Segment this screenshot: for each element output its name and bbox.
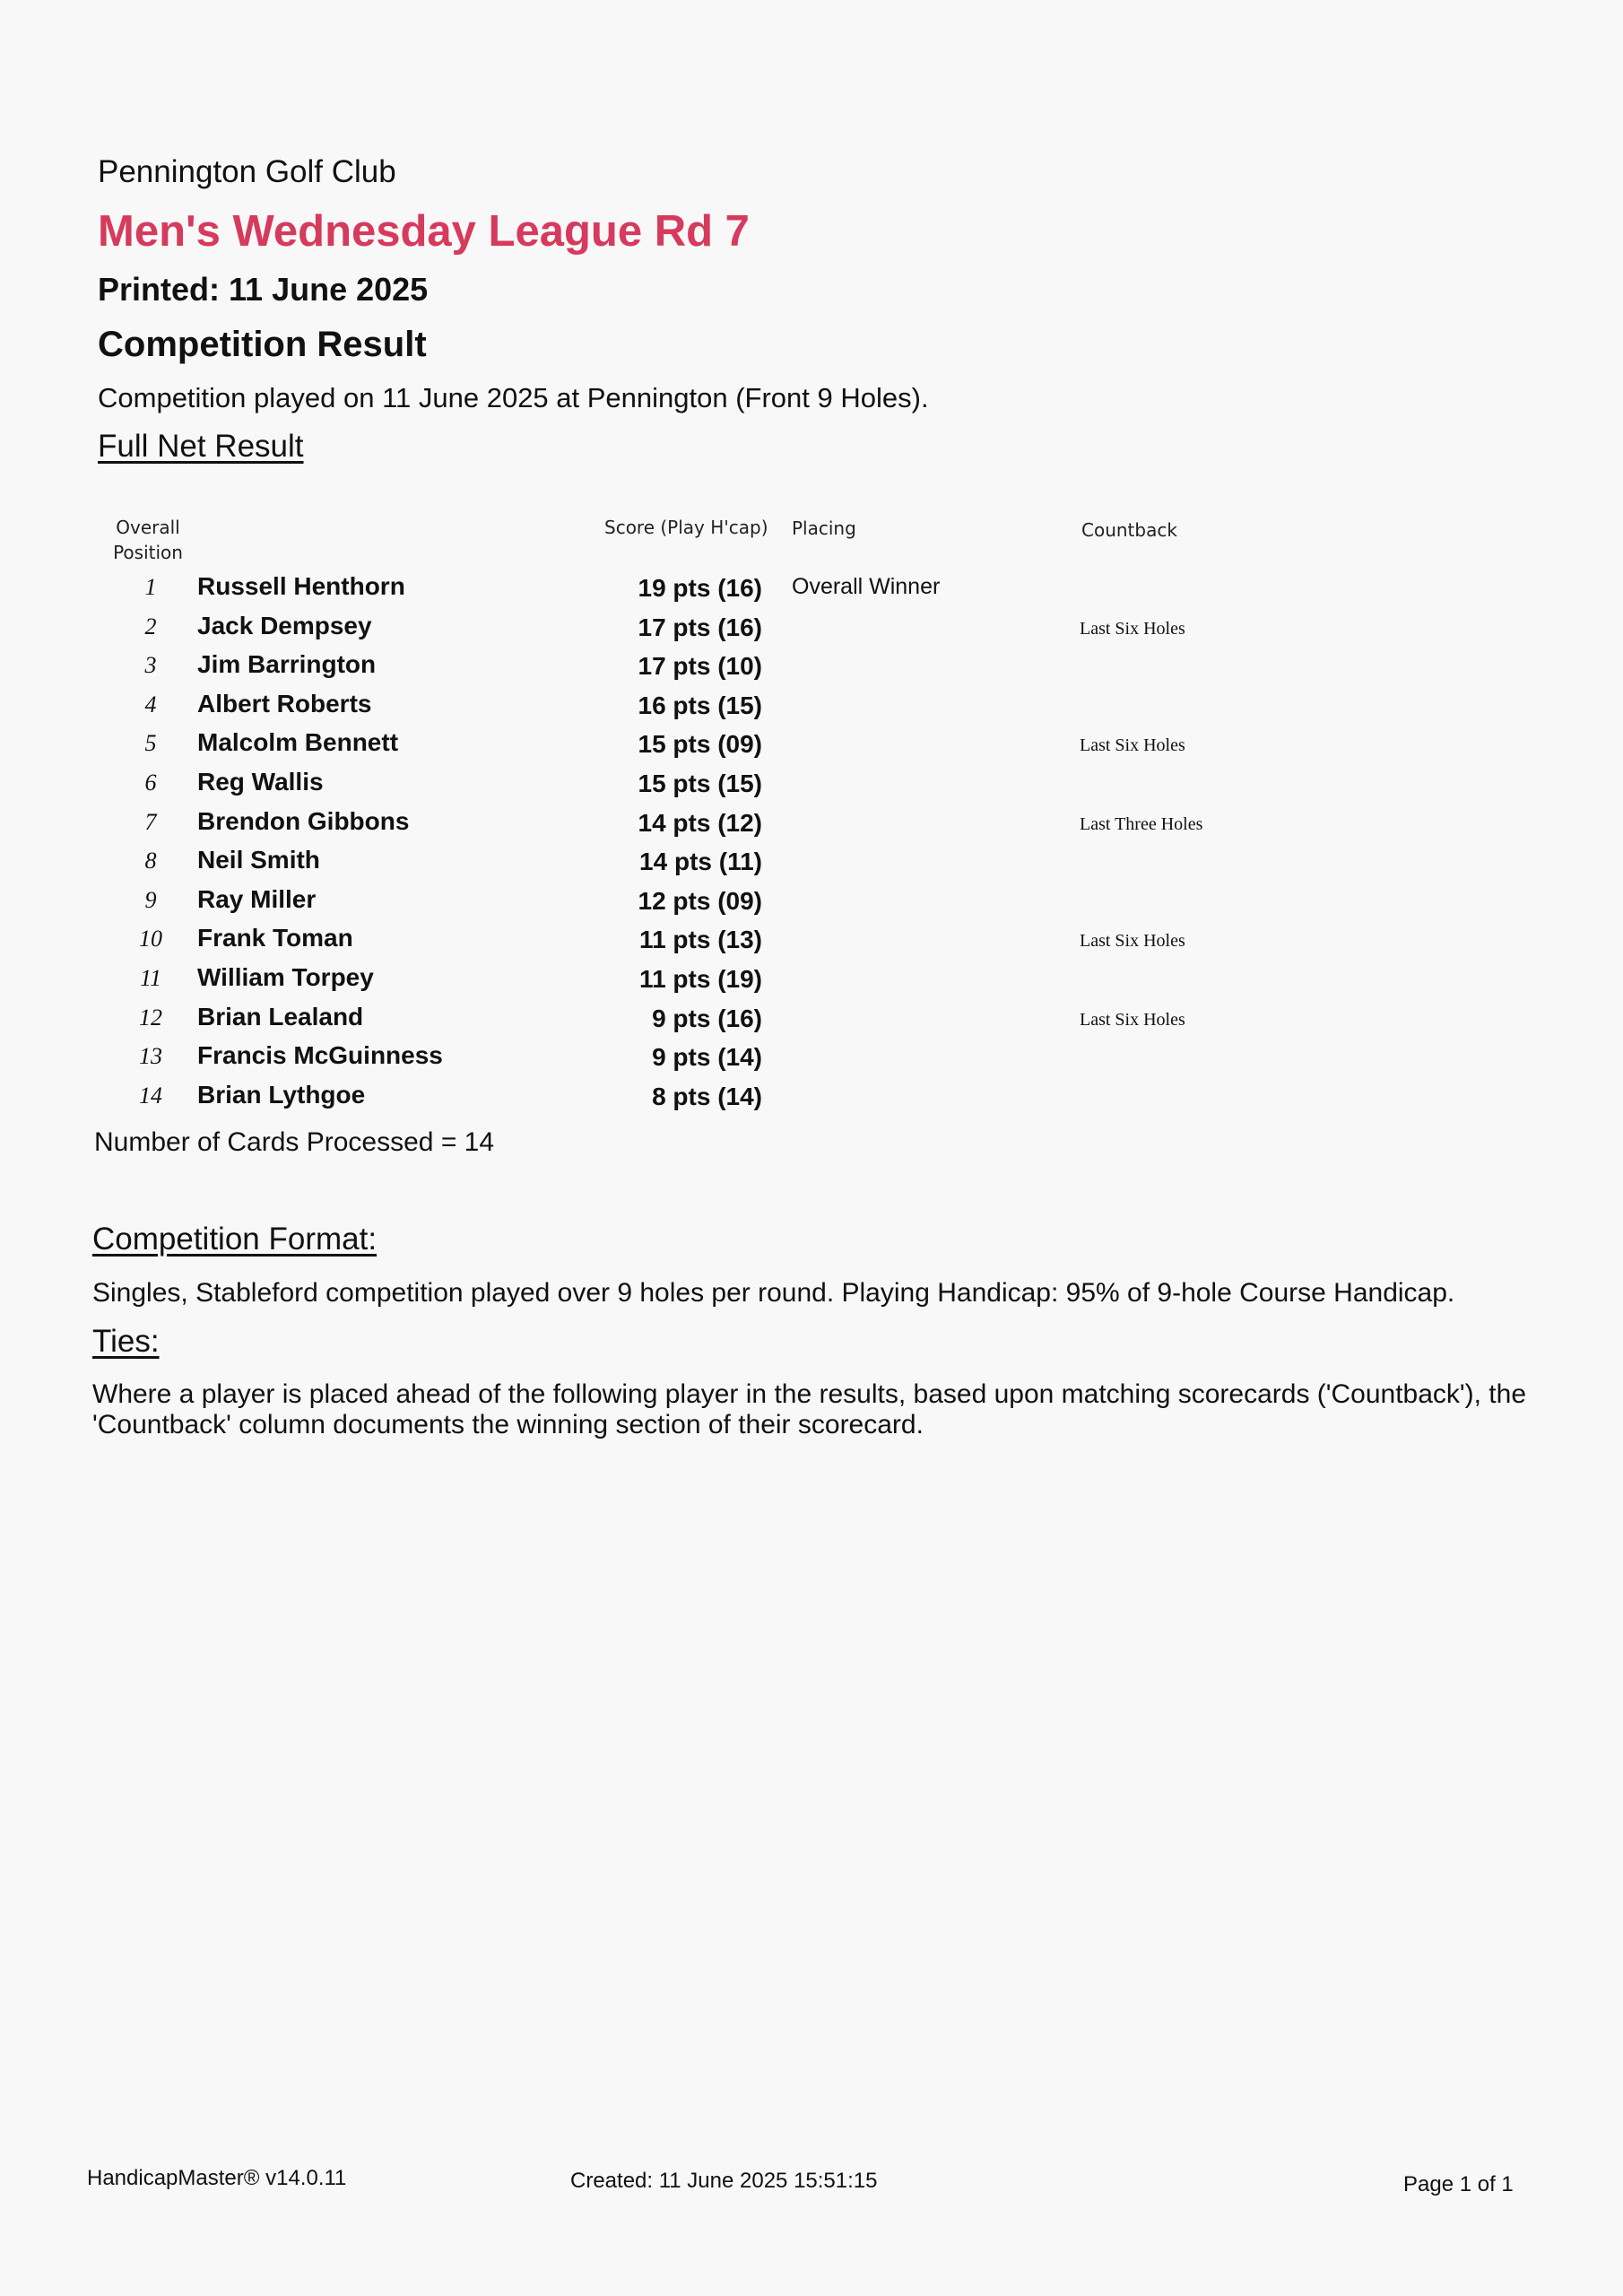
competition-format-text: Singles, Stableford competition played over 9 holes per round. Playing Handicap: 95% of 9-hole Course Handicap.: [92, 1278, 1455, 1308]
placing-cell: Overall Winner: [792, 574, 941, 599]
column-header-score: Score (Play H'cap): [604, 517, 768, 538]
player-name-cell: Malcolm Bennett: [197, 728, 399, 757]
column-header-placing: Placing: [792, 517, 856, 539]
score-cell: 17 pts (16): [638, 613, 762, 641]
countback-cell: Last Six Holes: [1080, 735, 1185, 756]
score-cell: 11 pts (19): [639, 965, 762, 993]
cards-processed: Number of Cards Processed = 14: [94, 1127, 495, 1157]
position-cell: 8: [144, 848, 157, 874]
position-cell: 2: [144, 613, 157, 639]
position-cell: 10: [139, 926, 162, 952]
score-cell: 8 pts (14): [652, 1082, 762, 1110]
score-cell: 19 pts (16): [638, 574, 762, 602]
score-cell: 9 pts (16): [652, 1004, 762, 1032]
table-row: [0, 726, 1623, 765]
player-name-cell: Ray Miller: [197, 884, 317, 913]
position-cell: 11: [139, 965, 162, 991]
table-row: [0, 688, 1623, 726]
player-name-cell: Brian Lealand: [197, 1002, 364, 1031]
ties-text: Where a player is placed ahead of the following player in the results, based upon matching scorecards ('Countback'), the 'Countback' column documents the winning section of their scorecard.: [92, 1379, 1527, 1439]
player-name-cell: Jim Barrington: [197, 650, 377, 679]
table-row: [0, 961, 1623, 1000]
player-name-cell: Frank Toman: [197, 924, 353, 952]
table-row: [0, 883, 1623, 922]
countback-cell: Last Six Holes: [1080, 931, 1185, 952]
ties-title: Ties:: [92, 1324, 160, 1359]
table-row: [0, 610, 1623, 648]
table-row: [0, 570, 1623, 609]
player-name-cell: Jack Dempsey: [197, 611, 372, 639]
competition-title: Men's Wednesday League Rd 7: [98, 207, 750, 256]
position-cell: 4: [144, 691, 157, 718]
table-row: [0, 922, 1623, 961]
player-name-cell: Albert Roberts: [197, 689, 372, 718]
player-name-cell: Brian Lythgoe: [197, 1080, 366, 1109]
table-row: [0, 1001, 1623, 1039]
table-row: [0, 1079, 1623, 1118]
position-cell: 3: [144, 652, 157, 679]
full-net-result-title: Full Net Result: [98, 429, 304, 464]
score-cell: 11 pts (13): [639, 926, 762, 954]
table-row: [0, 648, 1623, 687]
footer-page-number: Page 1 of 1: [1403, 2172, 1514, 2196]
player-name-cell: Russell Henthorn: [197, 572, 405, 600]
footer-created: Created: 11 June 2025 15:51:15: [570, 2169, 878, 2193]
player-name-cell: Francis McGuinness: [197, 1041, 443, 1070]
position-cell: 7: [144, 808, 157, 835]
table-row: [0, 1039, 1623, 1078]
score-cell: 14 pts (12): [638, 808, 762, 837]
score-cell: 15 pts (09): [638, 730, 762, 759]
position-cell: 1: [144, 574, 157, 600]
position-cell: 5: [144, 730, 157, 757]
club-name: Pennington Golf Club: [98, 154, 396, 189]
countback-cell: Last Six Holes: [1080, 618, 1185, 639]
player-name-cell: Reg Wallis: [197, 768, 324, 796]
result-heading: Competition Result: [98, 325, 427, 364]
position-cell: 13: [139, 1043, 162, 1070]
played-on-text: Competition played on 11 June 2025 at Pennington (Front 9 Holes).: [98, 382, 929, 413]
countback-cell: Last Six Holes: [1080, 1009, 1185, 1030]
position-cell: 12: [139, 1004, 162, 1031]
column-header-countback: Countback: [1081, 519, 1177, 541]
score-cell: 9 pts (14): [652, 1043, 762, 1072]
player-name-cell: Brendon Gibbons: [197, 806, 410, 835]
player-name-cell: Neil Smith: [197, 846, 320, 874]
column-header-position: Overall Position: [113, 517, 183, 563]
countback-cell: Last Three Holes: [1080, 813, 1203, 834]
table-row: [0, 844, 1623, 883]
position-cell: 14: [139, 1082, 162, 1109]
position-cell: 6: [144, 770, 157, 796]
score-cell: 16 pts (15): [638, 691, 762, 719]
score-cell: 15 pts (15): [638, 770, 762, 797]
score-cell: 14 pts (11): [639, 848, 762, 876]
table-row: [0, 766, 1623, 804]
printed-date: Printed: 11 June 2025: [98, 271, 429, 308]
competition-format-title: Competition Format:: [92, 1222, 378, 1257]
table-row: [0, 805, 1623, 844]
score-cell: 12 pts (09): [638, 886, 762, 915]
footer-software: HandicapMaster® v14.0.11: [87, 2166, 347, 2190]
score-cell: 17 pts (10): [638, 652, 762, 681]
position-cell: 9: [144, 886, 157, 913]
player-name-cell: William Torpey: [197, 963, 374, 991]
